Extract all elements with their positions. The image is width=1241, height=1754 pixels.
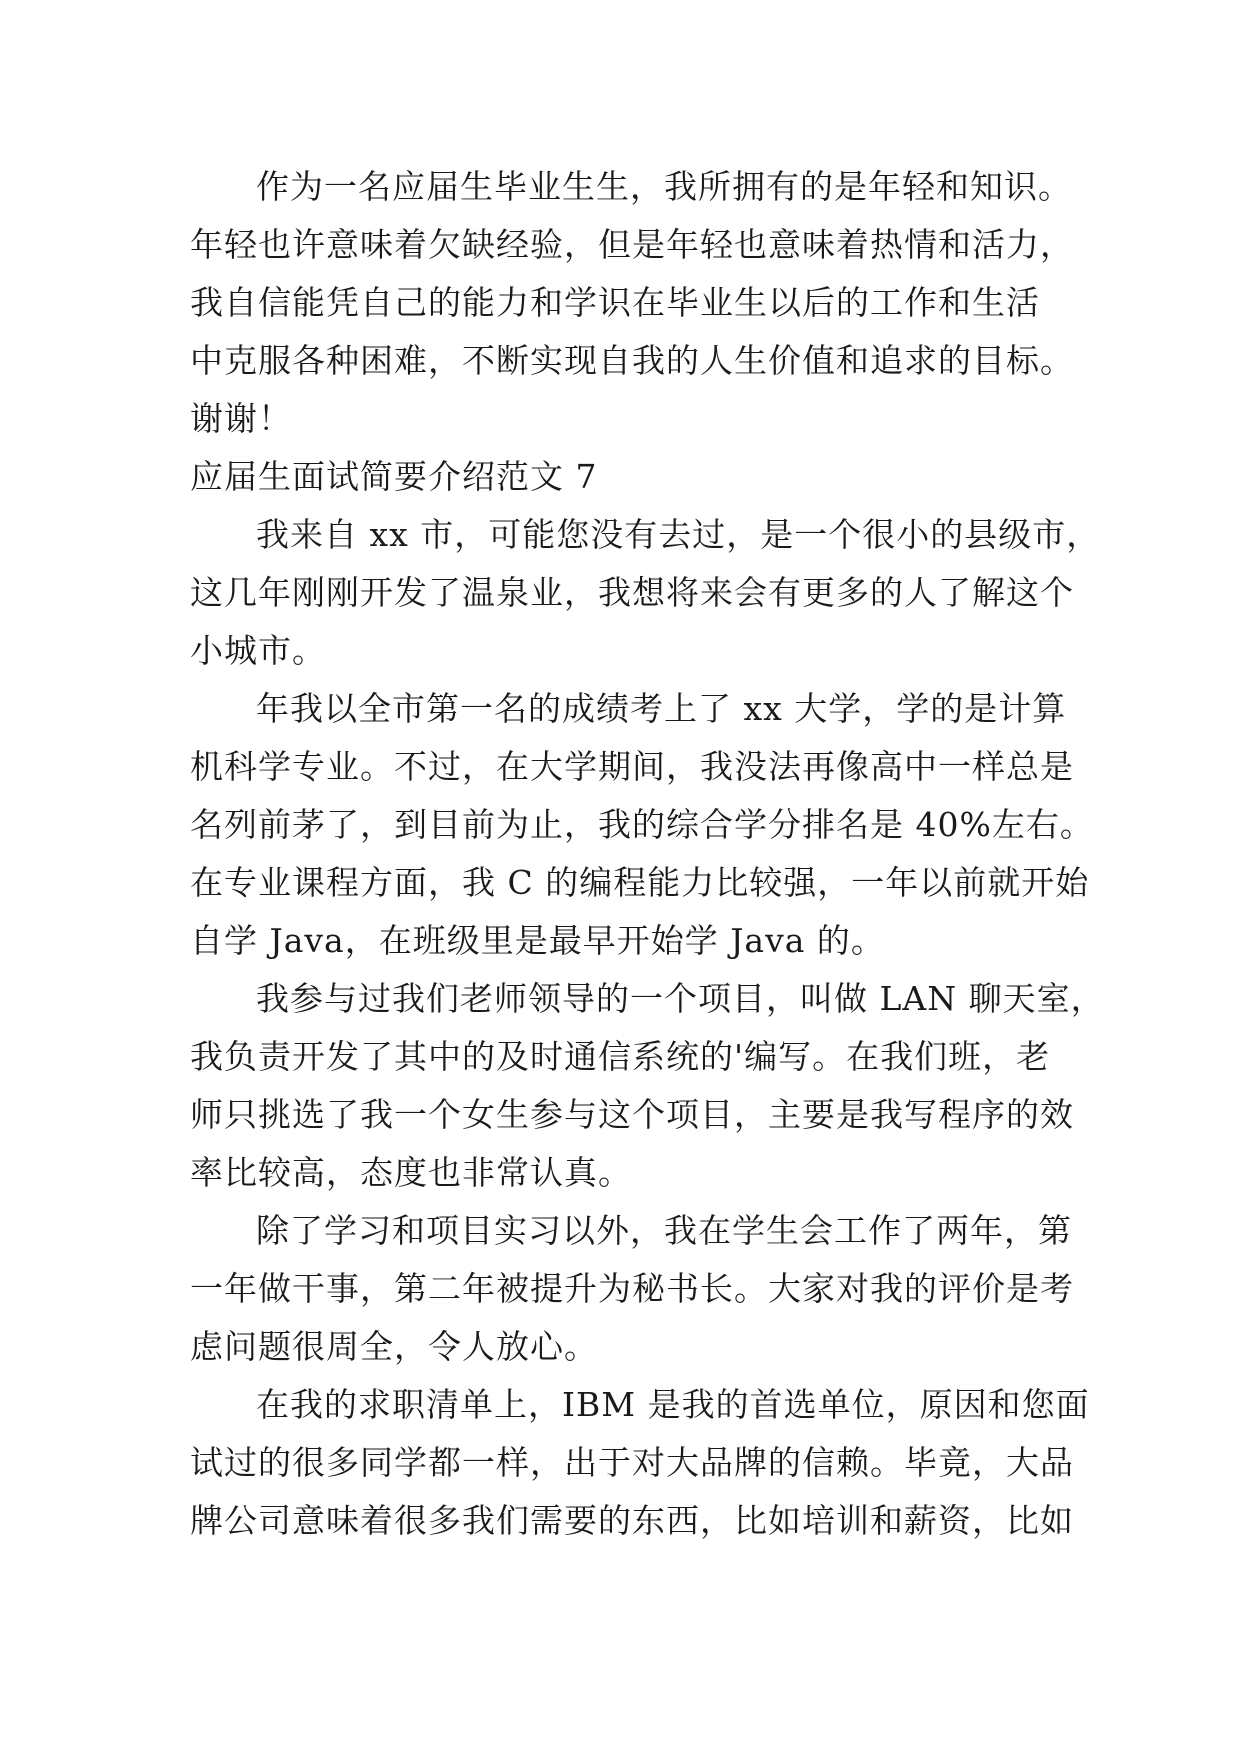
section-heading: 应届生面试简要介绍范文 7 [190,457,598,496]
paragraph-line: 牌公司意味着很多我们需要的东西，比如培训和薪资，比如 [190,1501,1074,1540]
paragraph-line: 自学 Java，在班级里是最早开始学 Java 的。 [190,921,885,960]
paragraph-line: 名列前茅了，到目前为止，我的综合学分排名是 40%左右。 [190,805,1094,844]
paragraph-line: 我自信能凭自己的能力和学识在毕业生以后的工作和生活 [190,283,1040,322]
paragraph-line: 率比较高，态度也非常认真。 [190,1153,632,1192]
paragraph-line: 我参与过我们老师领导的一个项目，叫做 LAN 聊天室， [256,979,1105,1018]
paragraph-line: 这几年刚刚开发了温泉业，我想将来会有更多的人了解这个 [190,573,1074,612]
paragraph-line: 在我的求职清单上，IBM 是我的首选单位，原因和您面 [256,1385,1090,1424]
paragraph-line: 年轻也许意味着欠缺经验，但是年轻也意味着热情和活力， [190,225,1074,264]
paragraph-line: 机科学专业。不过，在大学期间，我没法再像高中一样总是 [190,747,1074,786]
paragraph-line: 试过的很多同学都一样，出于对大品牌的信赖。毕竟，大品 [190,1443,1074,1482]
paragraph-line: 一年做干事，第二年被提升为秘书长。大家对我的评价是考 [190,1269,1074,1308]
paragraph-line: 小城市。 [190,631,326,670]
paragraph-line: 除了学习和项目实习以外，我在学生会工作了两年，第 [256,1211,1072,1250]
paragraph-line: 年我以全市第一名的成绩考上了 xx 大学，学的是计算 [256,689,1067,728]
paragraph-line: 谢谢！ [190,399,292,438]
paragraph-line: 作为一名应届生毕业生生，我所拥有的是年轻和知识。 [256,167,1072,206]
paragraph-line: 我来自 xx 市，可能您没有去过，是一个很小的县级市， [256,515,1101,554]
document-body [190,158,1105,1550]
paragraph-line: 虑问题很周全，令人放心。 [190,1327,598,1366]
paragraph-line: 我负责开发了其中的及时通信系统的'编写。在我们班，老 [190,1037,1051,1076]
paragraph-line: 师只挑选了我一个女生参与这个项目，主要是我写程序的效 [190,1095,1074,1134]
paragraph-line: 中克服各种困难，不断实现自我的人生价值和追求的目标。 [190,341,1074,380]
paragraph-line: 在专业课程方面，我 C 的编程能力比较强，一年以前就开始 [190,863,1090,902]
